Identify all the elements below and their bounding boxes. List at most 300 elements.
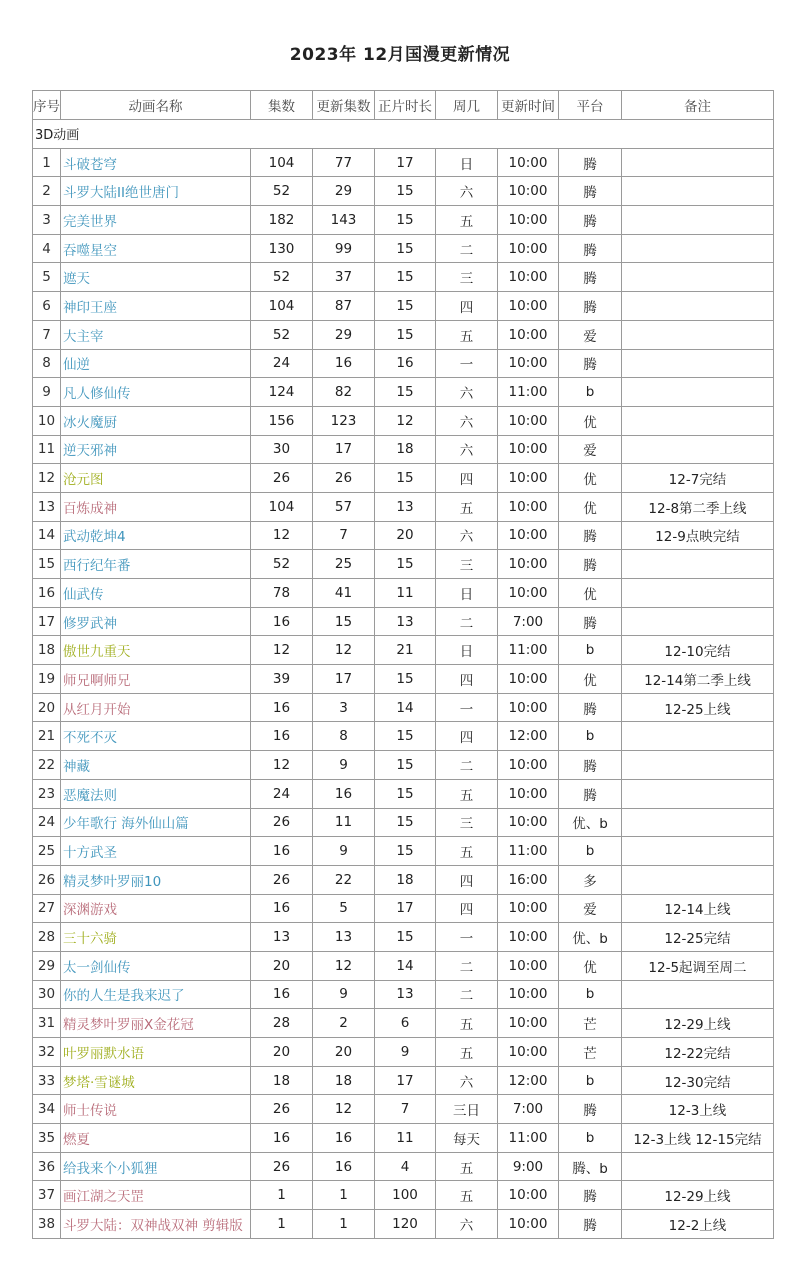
weekday-cell: 三 [436,808,498,837]
table-row [33,579,774,608]
note-cell: 12-30完结 [622,1066,774,1095]
note-cell: 12-3上线 [622,1095,774,1124]
length-cell: 7 [375,1095,436,1124]
episodes-cell: 1 [251,1181,313,1210]
platform-cell: b [559,980,622,1009]
table-row [33,1210,774,1239]
platform-cell: 芒 [559,1009,622,1038]
weekday-cell: 三 [436,550,498,579]
time-cell: 10:00 [498,550,559,579]
length-cell: 17 [375,894,436,923]
episodes-cell: 30 [251,435,313,464]
seq-cell: 20 [33,693,61,722]
note-cell [622,148,774,177]
table-row [33,521,774,550]
note-cell [622,320,774,349]
seq-cell: 10 [33,406,61,435]
note-cell: 12-29上线 [622,1181,774,1210]
weekday-cell: 三日 [436,1095,498,1124]
time-cell: 10:00 [498,148,559,177]
episodes-cell: 26 [251,1152,313,1181]
table-row [33,1181,774,1210]
platform-cell: 腾 [559,148,622,177]
episodes-cell: 130 [251,234,313,263]
weekday-cell: 四 [436,722,498,751]
table-row [33,607,774,636]
weekday-cell: 六 [436,1066,498,1095]
episodes-cell: 16 [251,607,313,636]
seq-cell: 27 [33,894,61,923]
page-title: 2023年 12月国漫更新情况 [289,45,511,65]
name-cell: 神印王座 [61,292,251,321]
episodes-cell: 16 [251,837,313,866]
name-cell: 从红月开始 [61,693,251,722]
time-cell: 10:00 [498,1038,559,1067]
table-row [33,722,774,751]
table-row [33,320,774,349]
name-cell: 少年歌行 海外仙山篇 [61,808,251,837]
platform-cell: 腾 [559,206,622,235]
name-cell: 师兄啊师兄 [61,665,251,694]
length-cell: 15 [375,464,436,493]
table-row [33,923,774,952]
episodes-cell: 16 [251,693,313,722]
time-cell: 11:00 [498,636,559,665]
seq-cell: 29 [33,951,61,980]
weekday-cell: 五 [436,206,498,235]
table-row [33,808,774,837]
section-label: 3D动画 [33,120,774,149]
weekday-cell: 六 [436,521,498,550]
note-cell [622,865,774,894]
seq-cell: 23 [33,779,61,808]
note-cell [622,263,774,292]
updated-cell: 16 [313,1152,375,1181]
seq-cell: 7 [33,320,61,349]
header-platform: 平台 [559,91,622,120]
name-cell: 武动乾坤4 [61,521,251,550]
note-cell [622,1152,774,1181]
length-cell: 14 [375,693,436,722]
episodes-cell: 104 [251,492,313,521]
length-cell: 15 [375,550,436,579]
note-cell [622,607,774,636]
header-name: 动画名称 [61,91,251,120]
weekday-cell: 五 [436,779,498,808]
seq-cell: 30 [33,980,61,1009]
length-cell: 12 [375,406,436,435]
time-cell: 10:00 [498,263,559,292]
time-cell: 10:00 [498,751,559,780]
time-cell: 12:00 [498,722,559,751]
name-cell: 傲世九重天 [61,636,251,665]
note-cell: 12-2上线 [622,1210,774,1239]
seq-cell: 34 [33,1095,61,1124]
platform-cell: 腾 [559,693,622,722]
name-cell: 画江湖之天罡 [61,1181,251,1210]
name-cell: 沧元图 [61,464,251,493]
table-row [33,894,774,923]
length-cell: 14 [375,951,436,980]
platform-cell: 腾 [559,1095,622,1124]
name-cell: 精灵梦叶罗丽10 [61,865,251,894]
table-row [33,837,774,866]
seq-cell: 37 [33,1181,61,1210]
episodes-cell: 156 [251,406,313,435]
name-cell: 深渊游戏 [61,894,251,923]
header-updated: 更新集数 [313,91,375,120]
updated-cell: 16 [313,779,375,808]
platform-cell: b [559,1066,622,1095]
seq-cell: 36 [33,1152,61,1181]
header-note: 备注 [622,91,774,120]
table-row [33,1009,774,1038]
episodes-cell: 124 [251,378,313,407]
episodes-cell: 18 [251,1066,313,1095]
updated-cell: 11 [313,808,375,837]
name-cell: 梦塔·雪谜城 [61,1066,251,1095]
updated-cell: 25 [313,550,375,579]
updated-cell: 5 [313,894,375,923]
note-cell [622,292,774,321]
platform-cell: b [559,837,622,866]
weekday-cell: 一 [436,693,498,722]
seq-cell: 12 [33,464,61,493]
time-cell: 9:00 [498,1152,559,1181]
weekday-cell: 五 [436,837,498,866]
table-row [33,751,774,780]
updated-cell: 16 [313,1124,375,1153]
name-cell: 精灵梦叶罗丽X金花冠 [61,1009,251,1038]
weekday-cell: 日 [436,579,498,608]
name-cell: 完美世界 [61,206,251,235]
updated-cell: 29 [313,320,375,349]
length-cell: 15 [375,923,436,952]
updated-cell: 87 [313,292,375,321]
table-row [33,951,774,980]
time-cell: 10:00 [498,808,559,837]
weekday-cell: 一 [436,923,498,952]
length-cell: 11 [375,579,436,608]
updated-cell: 13 [313,923,375,952]
table-row [33,865,774,894]
seq-cell: 14 [33,521,61,550]
episodes-cell: 26 [251,1095,313,1124]
weekday-cell: 六 [436,1210,498,1239]
seq-cell: 22 [33,751,61,780]
seq-cell: 25 [33,837,61,866]
episodes-cell: 24 [251,779,313,808]
updated-cell: 77 [313,148,375,177]
length-cell: 20 [375,521,436,550]
name-cell: 仙武传 [61,579,251,608]
updated-cell: 15 [313,607,375,636]
length-cell: 15 [375,234,436,263]
platform-cell: 多 [559,865,622,894]
updated-cell: 29 [313,177,375,206]
episodes-cell: 24 [251,349,313,378]
episodes-cell: 16 [251,980,313,1009]
weekday-cell: 五 [436,1009,498,1038]
length-cell: 15 [375,665,436,694]
time-cell: 10:00 [498,464,559,493]
weekday-cell: 六 [436,177,498,206]
note-cell: 12-25完结 [622,923,774,952]
platform-cell: 腾 [559,521,622,550]
weekday-cell: 四 [436,292,498,321]
note-cell: 12-9点映完结 [622,521,774,550]
table-row [33,349,774,378]
platform-cell: 腾 [559,263,622,292]
episodes-cell: 104 [251,292,313,321]
name-cell: 仙逆 [61,349,251,378]
table-row [33,1095,774,1124]
platform-cell: 腾 [559,607,622,636]
platform-cell: 优、b [559,923,622,952]
note-cell [622,435,774,464]
length-cell: 13 [375,980,436,1009]
platform-cell: 腾 [559,292,622,321]
platform-cell: 优 [559,406,622,435]
note-cell: 12-5起调至周二 [622,951,774,980]
name-cell: 十方武圣 [61,837,251,866]
name-cell: 不死不灭 [61,722,251,751]
time-cell: 10:00 [498,320,559,349]
seq-cell: 3 [33,206,61,235]
name-cell: 三十六骑 [61,923,251,952]
table-row [33,263,774,292]
name-cell: 百炼成神 [61,492,251,521]
updated-cell: 8 [313,722,375,751]
seq-cell: 26 [33,865,61,894]
time-cell: 10:00 [498,579,559,608]
length-cell: 16 [375,349,436,378]
episodes-cell: 52 [251,263,313,292]
table-row [33,1066,774,1095]
time-cell: 10:00 [498,1181,559,1210]
updated-cell: 57 [313,492,375,521]
weekday-cell: 二 [436,607,498,636]
episodes-cell: 52 [251,177,313,206]
updated-cell: 17 [313,665,375,694]
platform-cell: 优 [559,665,622,694]
seq-cell: 17 [33,607,61,636]
name-cell: 燃夏 [61,1124,251,1153]
time-cell: 10:00 [498,894,559,923]
seq-cell: 28 [33,923,61,952]
time-cell: 10:00 [498,980,559,1009]
seq-cell: 5 [33,263,61,292]
length-cell: 15 [375,837,436,866]
note-cell [622,234,774,263]
updated-cell: 37 [313,263,375,292]
updated-cell: 12 [313,636,375,665]
table-row [33,378,774,407]
name-cell: 凡人修仙传 [61,378,251,407]
updated-cell: 9 [313,837,375,866]
schedule-table [32,90,774,1239]
episodes-cell: 12 [251,521,313,550]
updated-cell: 143 [313,206,375,235]
platform-cell: b [559,1124,622,1153]
platform-cell: 优 [559,492,622,521]
note-cell: 12-8第二季上线 [622,492,774,521]
weekday-cell: 二 [436,234,498,263]
time-cell: 10:00 [498,435,559,464]
platform-cell: 芒 [559,1038,622,1067]
table-row [33,206,774,235]
updated-cell: 1 [313,1181,375,1210]
seq-cell: 21 [33,722,61,751]
seq-cell: 16 [33,579,61,608]
weekday-cell: 六 [436,406,498,435]
episodes-cell: 182 [251,206,313,235]
updated-cell: 20 [313,1038,375,1067]
note-cell [622,722,774,751]
length-cell: 15 [375,292,436,321]
episodes-cell: 16 [251,722,313,751]
length-cell: 15 [375,722,436,751]
length-cell: 17 [375,148,436,177]
note-cell: 12-14第二季上线 [622,665,774,694]
updated-cell: 99 [313,234,375,263]
episodes-cell: 20 [251,1038,313,1067]
note-cell [622,980,774,1009]
weekday-cell: 二 [436,980,498,1009]
name-cell: 修罗武神 [61,607,251,636]
time-cell: 7:00 [498,607,559,636]
note-cell: 12-14上线 [622,894,774,923]
updated-cell: 2 [313,1009,375,1038]
table-row [33,234,774,263]
time-cell: 11:00 [498,1124,559,1153]
episodes-cell: 20 [251,951,313,980]
name-cell: 太一剑仙传 [61,951,251,980]
weekday-cell: 四 [436,665,498,694]
note-cell [622,550,774,579]
updated-cell: 82 [313,378,375,407]
time-cell: 12:00 [498,1066,559,1095]
note-cell [622,177,774,206]
seq-cell: 2 [33,177,61,206]
table-row [33,550,774,579]
header-time: 更新时间 [498,91,559,120]
name-cell: 冰火魔厨 [61,406,251,435]
platform-cell: 腾 [559,234,622,263]
length-cell: 15 [375,751,436,780]
table-row [33,177,774,206]
weekday-cell: 日 [436,636,498,665]
episodes-cell: 28 [251,1009,313,1038]
name-cell: 遮天 [61,263,251,292]
header-weekday: 周几 [436,91,498,120]
note-cell: 12-7完结 [622,464,774,493]
updated-cell: 17 [313,435,375,464]
platform-cell: 优 [559,951,622,980]
table-row [33,292,774,321]
weekday-cell: 六 [436,378,498,407]
platform-cell: 腾、b [559,1152,622,1181]
weekday-cell: 四 [436,865,498,894]
updated-cell: 16 [313,349,375,378]
time-cell: 10:00 [498,292,559,321]
time-cell: 10:00 [498,521,559,550]
table-row [33,693,774,722]
time-cell: 10:00 [498,1009,559,1038]
platform-cell: 腾 [559,550,622,579]
length-cell: 15 [375,808,436,837]
time-cell: 10:00 [498,406,559,435]
name-cell: 给我来个小狐狸 [61,1152,251,1181]
length-cell: 13 [375,492,436,521]
note-cell: 12-29上线 [622,1009,774,1038]
length-cell: 15 [375,177,436,206]
weekday-cell: 每天 [436,1124,498,1153]
header-episodes: 集数 [251,91,313,120]
note-cell [622,378,774,407]
time-cell: 10:00 [498,1210,559,1239]
weekday-cell: 五 [436,1152,498,1181]
time-cell: 10:00 [498,206,559,235]
seq-cell: 1 [33,148,61,177]
name-cell: 恶魔法则 [61,779,251,808]
note-cell [622,579,774,608]
weekday-cell: 四 [436,464,498,493]
weekday-cell: 五 [436,492,498,521]
episodes-cell: 1 [251,1210,313,1239]
table-row [33,435,774,464]
updated-cell: 9 [313,751,375,780]
seq-cell: 31 [33,1009,61,1038]
table-row [33,492,774,521]
episodes-cell: 78 [251,579,313,608]
length-cell: 120 [375,1210,436,1239]
episodes-cell: 16 [251,1124,313,1153]
episodes-cell: 16 [251,894,313,923]
platform-cell: 腾 [559,349,622,378]
note-cell [622,837,774,866]
section-row [33,120,774,149]
time-cell: 10:00 [498,234,559,263]
platform-cell: b [559,378,622,407]
seq-cell: 6 [33,292,61,321]
time-cell: 16:00 [498,865,559,894]
header-row [33,91,774,120]
name-cell: 斗破苍穹 [61,148,251,177]
time-cell: 11:00 [498,378,559,407]
episodes-cell: 26 [251,464,313,493]
seq-cell: 4 [33,234,61,263]
note-cell [622,349,774,378]
platform-cell: 爱 [559,894,622,923]
platform-cell: 优 [559,464,622,493]
length-cell: 18 [375,435,436,464]
updated-cell: 12 [313,1095,375,1124]
name-cell: 大主宰 [61,320,251,349]
seq-cell: 8 [33,349,61,378]
platform-cell: 优、b [559,808,622,837]
length-cell: 17 [375,1066,436,1095]
weekday-cell: 二 [436,951,498,980]
weekday-cell: 六 [436,435,498,464]
length-cell: 4 [375,1152,436,1181]
note-cell: 12-22完结 [622,1038,774,1067]
episodes-cell: 104 [251,148,313,177]
name-cell: 斗罗大陆II绝世唐门 [61,177,251,206]
name-cell: 逆天邪神 [61,435,251,464]
time-cell: 10:00 [498,923,559,952]
episodes-cell: 12 [251,636,313,665]
